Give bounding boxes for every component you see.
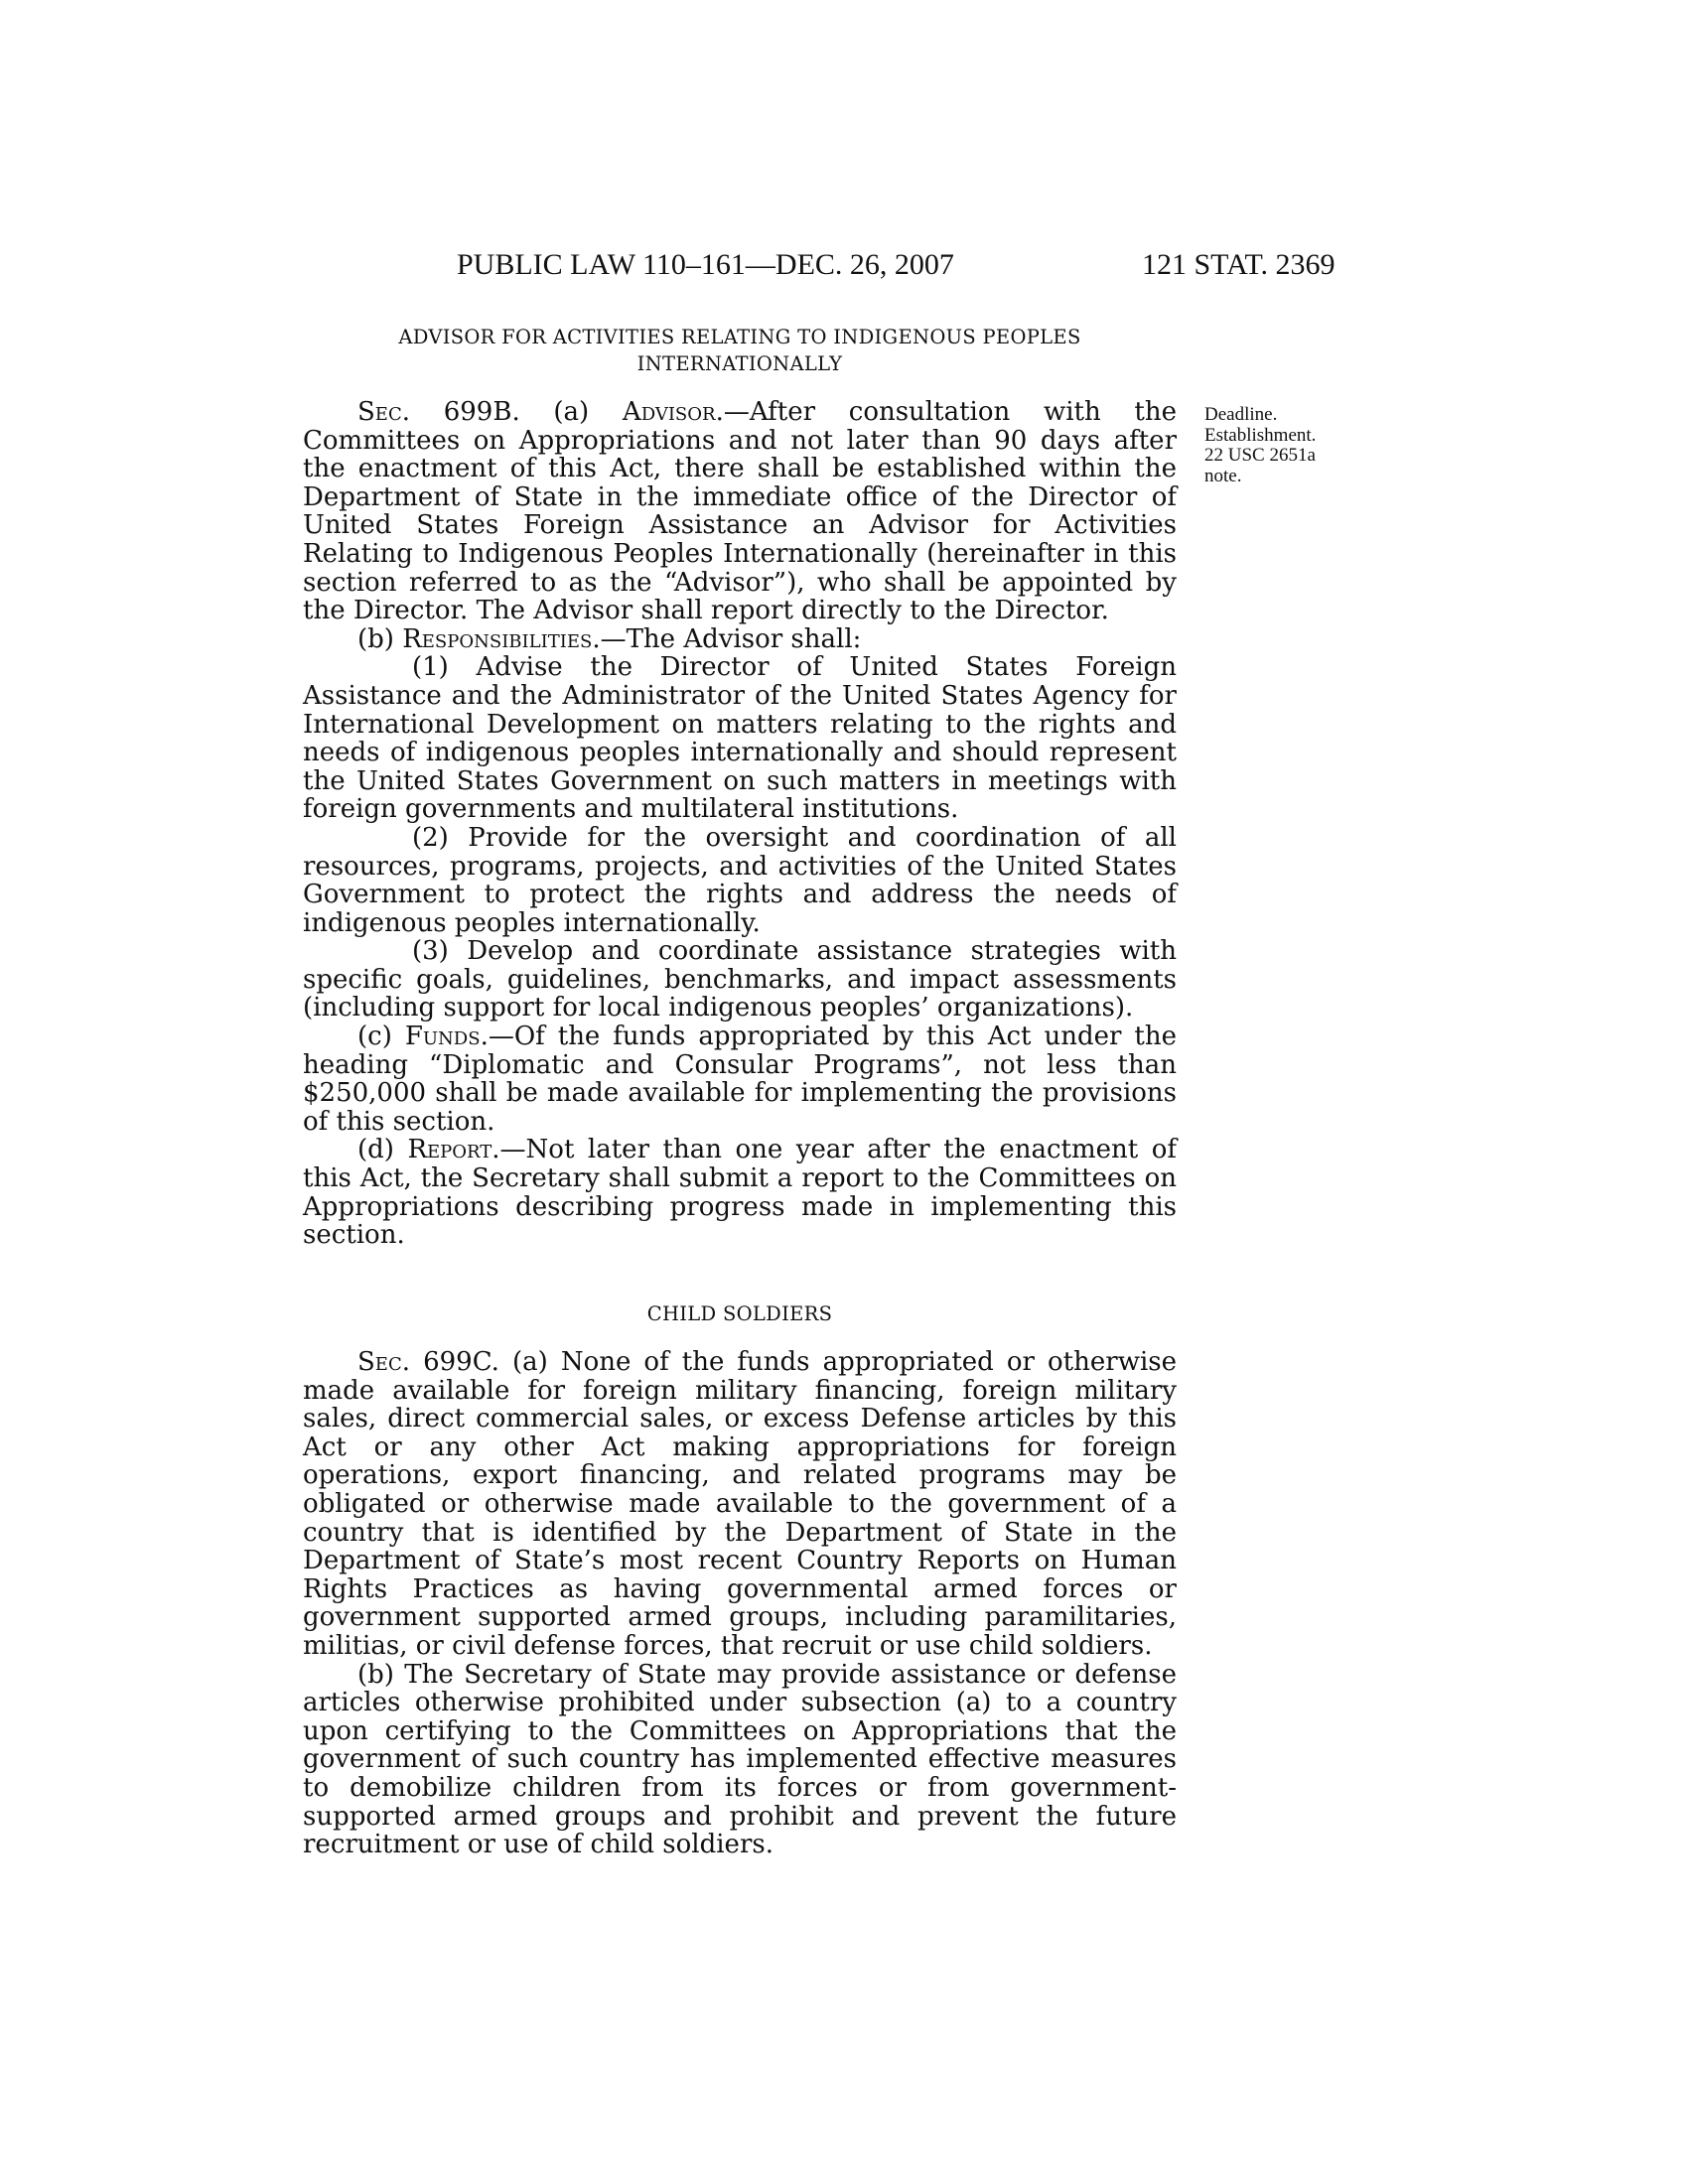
section-699c-heading-line: CHILD SOLDIERS — [646, 1302, 833, 1325]
subsection-a-advisor — [303, 398, 1177, 625]
subsection-text: .—Of the funds appropriated by this Act under the heading “Diplomatic and Consular Programs”, not less than $250,000 shall be made available for implementing the provisions of this section. — [303, 1022, 1177, 1137]
subsection-title: Responsibilities — [402, 623, 593, 654]
subsection-c-funds — [303, 1023, 1177, 1136]
responsibility-item-1: (1) Advise the Director of United States Foreign Assistance and the Administrator of the United States Agency for International Development on matters relating to the rights and needs of indigenous peoples internationally and should represent the United States Government on such matters in meetings with foreign governments and multilateral institutions. — [303, 652, 1177, 825]
subsection-title: Funds — [404, 1022, 481, 1052]
subsection-text: .—The Advisor shall: — [592, 623, 862, 654]
section-699b-heading-line-2: INTERNATIONALLY — [636, 352, 843, 375]
statute-page-number: 121 STAT. 2369 — [1142, 248, 1336, 281]
subsection-title: Report — [407, 1135, 492, 1165]
subsection-number: (c) — [357, 1022, 405, 1052]
margin-note-line: Establishment. — [1204, 424, 1317, 446]
subsection-text: .—Not later than one year after the enactment of this Act, the Secretary shall submit a report to the Committees on Appropriations describing progress made in implementing this section. — [303, 1135, 1177, 1251]
subsection-a-child-soldiers — [303, 1348, 1177, 1661]
section-699c-heading — [303, 1300, 1177, 1327]
public-law-citation: PUBLIC LAW 110–161—DEC. 26, 2007 — [457, 248, 954, 281]
subsection-d-report — [303, 1136, 1177, 1249]
subsection-text: .—After consultation with the Committees on Appropriations and not later than 90 days after the enactment of this Act, there shall be established within the Department of State in the immediate office of the Director of United States Foreign Assistance an Advisor for Activities Relating to Indigenous Peoples Internationally (hereinafter in this section referred to as the “Advisor”), who shall be appointed by the Director. The Advisor shall report directly to the Director. — [303, 397, 1177, 626]
subsection-b-child-soldiers: (b) The Secretary of State may provide assistance or defense articles otherwise prohibited under subsection (a) to a country upon certifying to the Committees on Appropriations that the government of such country has implemented effective measures to demobilize children from its forces or from government-supported armed groups and prohibit and prevent the future recruitment or use of child soldiers. — [303, 1659, 1177, 1860]
subsection-text: 699C. (a) None of the funds appropriated or otherwise made available for foreign military financing, foreign military sales, direct commercial sales, or excess Defense articles by this Act or any other Act making appropriations for foreign operations, export financing, and related programs may be obligated or otherwise made available to the government of a country that is identified by the Department of State in the Department of State’s most recent Country Reports on Human Rights Practices as having governmental armed forces or government supported armed groups, including paramilitaries, militias, or civil defense forces, that recruit or use child soldiers. — [303, 1347, 1177, 1661]
section-699c-body — [303, 1348, 1177, 1859]
subsection-title: Advisor — [622, 397, 716, 427]
responsibility-item-2: (2) Provide for the oversight and coordination of all resources, programs, projects, and activities of the United States Government to protect the rights and address the needs of indigenous peoples internationally. — [303, 822, 1177, 938]
margin-note-line: note. — [1204, 465, 1242, 486]
subsection-number: (b) — [357, 623, 403, 654]
sec-label: Sec. — [357, 1347, 410, 1377]
sec-label: Sec. — [357, 397, 410, 427]
section-699b-heading-line-1: ADVISOR FOR ACTIVITIES RELATING TO INDIGENOUS PEOPLES — [398, 326, 1081, 348]
section-699b-heading — [303, 324, 1177, 377]
margin-note — [1204, 405, 1353, 486]
margin-note-line: Deadline. — [1204, 404, 1278, 425]
margin-note-line: 22 USC 2651a — [1204, 445, 1316, 466]
subsection-b-responsibilities — [303, 625, 1177, 654]
section-699b-body — [303, 398, 1177, 1250]
responsibility-item-3: (3) Develop and coordinate assistance strategies with specific goals, guidelines, benchmarks, and impact assessments (including support for local indigenous peoples’ organizations). — [303, 936, 1177, 1024]
section-number: 699B. (a) — [410, 397, 623, 427]
subsection-number: (d) — [357, 1135, 408, 1165]
running-head — [0, 248, 1688, 288]
